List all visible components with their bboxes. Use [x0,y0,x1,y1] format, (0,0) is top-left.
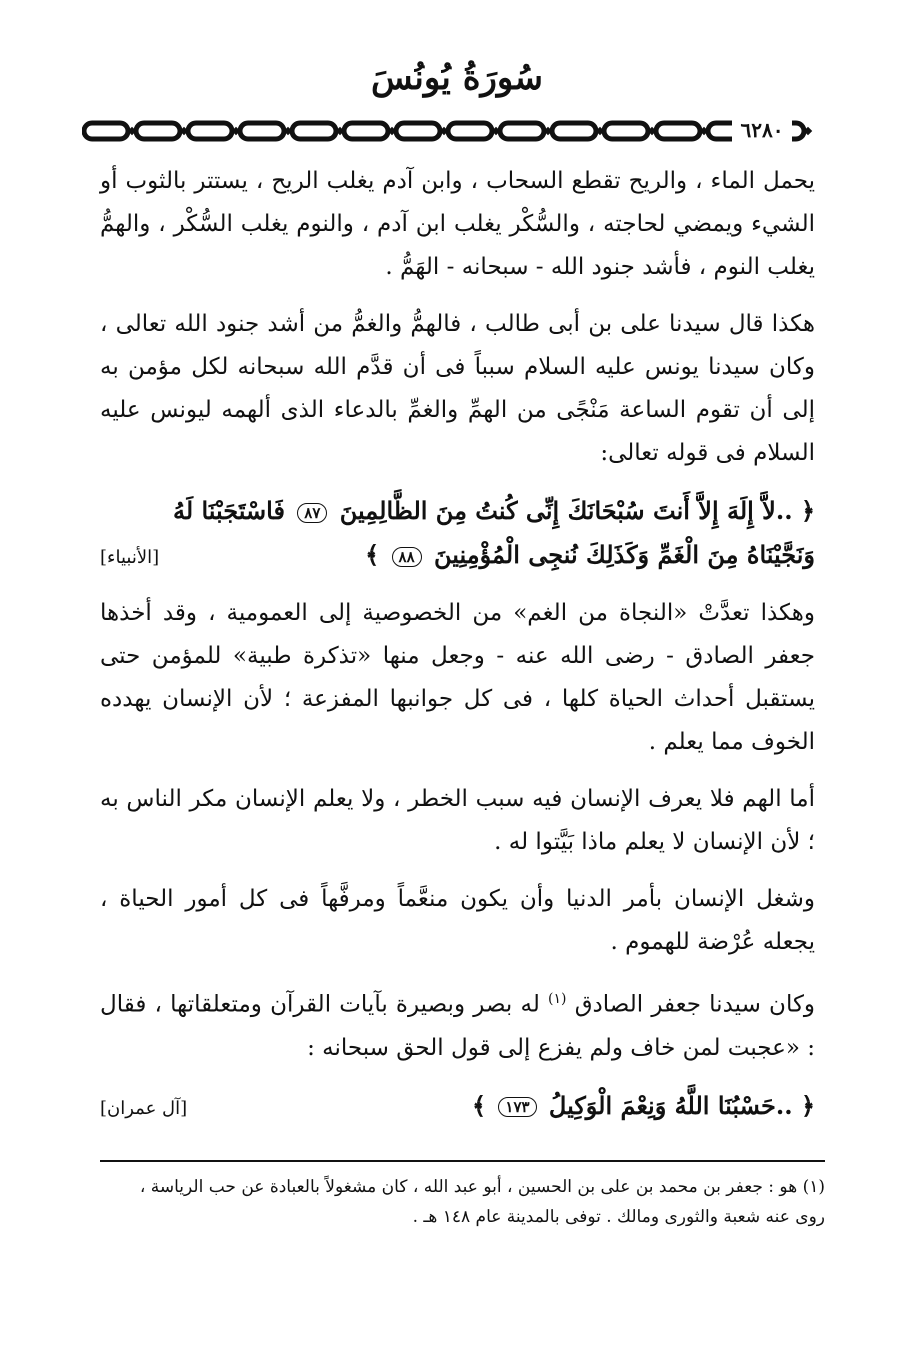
surah-reference-anbiya: [الأنبياء] [100,547,160,568]
surah-title: سُورَةُ يُونُسَ [371,58,543,98]
paragraph-5: وشغل الإنسان بأمر الدنيا وأن يكون منعَّماً ومرفَّهاً فى كل أمور الحياة ، يجعله عُرْضة للهموم . [100,886,815,955]
page-number: ٦٢٨٠ [732,116,792,144]
quran-verse-al-imran [100,1084,815,1131]
verse2-close-bracket: ﴾ [471,1090,487,1120]
page-body [100,160,815,1143]
ornamental-header-rule [82,118,844,144]
verse2-text: ..حَسْبُنَا اللَّهُ وَنِعْمَ الْوَكِيلُ [548,1090,793,1120]
aya-number-173: ١٧٣ [498,1097,536,1117]
verse-line-2 [100,533,815,580]
verse2-open-bracket: ﴿ [800,1090,815,1120]
chain-link [84,123,128,139]
chain-link [292,123,336,139]
chain-link [136,123,180,139]
quran-verse-anbiya [100,489,815,580]
chain-link [552,123,596,139]
footnotes [100,1172,825,1232]
verse-line-2-content [365,533,815,577]
chain-link [396,123,440,139]
chain-link [188,123,232,139]
verse-open-bracket: ﴿ [800,496,815,525]
verse-line-1 [100,489,815,533]
footnote-line-2: روى عنه شعبة والثورى ومالك . توفى بالمدينة عام ١٤٨ هـ . [412,1207,825,1227]
verse-text-2: وَنَجَّيْنَاهُ مِنَ الْغَمِّ وَكَذَلِكَ نُنجِى الْمُؤْمِنِينَ [434,540,815,569]
paragraph-6 [100,978,815,1070]
footnote-divider [100,1160,825,1162]
footnote-marker[interactable]: (١) [548,991,567,1007]
chain-link [500,123,544,139]
footnote-line-1: (١) هو : جعفر بن محمد بن على بن الحسين ، أبو عبد الله ، كان مشغولاً بالعبادة عن حب الرياسة ، [139,1177,825,1197]
chain-link [344,123,388,139]
paragraph-6-start: وكان سيدنا جعفر الصادق [574,991,816,1018]
paragraph-2: هكذا قال سيدنا على بن أبى طالب ، فالهمُّ والغمُّ من أشد جنود الله تعالى ، وكان سيدنا يونس عليه السلام سبباً فى أن قدَّم الله سبحانه لكل مؤمن به إلى أن تقوم الساعة مَنْجًى من الهمِّ والغمِّ بالدعاء الذى ألهمه ليونس عليه السلام فى قوله تعالى: [100,311,815,466]
verse-text-1: ..لاَّ إِلَهَ إِلاَّ أَنتَ سُبْحَانَكَ إِنِّى كُنتُ مِنَ الظَّالِمِينَ [339,496,793,525]
verse-close-bracket: ﴾ [365,540,380,569]
paragraph-1: يحمل الماء ، والريح تقطع السحاب ، وابن آدم يغلب الريح ، يستتر بالثوب أو الشيء ويمضي لحاجته ، والسُّكْر يغلب ابن آدم ، والنوم يغلب السُّكْر ، والهمُّ يغلب النوم ، فأشد جنود الله - سبحانه - الهَمُّ . [100,168,815,280]
surah-reference-al-imran: [آل عمران] [100,1097,188,1119]
aya-number-87: ٨٧ [297,503,327,523]
paragraph-4: أما الهم فلا يعرف الإنسان فيه سبب الخطر ، ولا يعلم الإنسان مكر الناس به ؛ لأن الإنسان لا يعلم ماذا بَيَّتوا له . [100,786,815,855]
verse-text-1-end: فَاسْتَجَبْنَا لَهُ [172,496,285,525]
chain-link [240,123,284,139]
chain-link [656,123,700,139]
chain-link [604,123,648,139]
chain-link [448,123,492,139]
paragraph-3: وهكذا تعدَّتْ «النجاة من الغم» من الخصوصية إلى العمومية ، وقد أخذها جعفر الصادق - رضى الله عنه - وجعل منها «تذكرة طبية» للمؤمن حتى يستقبل أحداث الحياة كلها ، فى كل جوانبها المفزعة ؛ لأن الإنسان يهدده الخوف مما يعلم . [100,600,815,755]
verse2-content [472,1084,815,1128]
paragraph-6-rest: له بصر وبصيرة بآيات القرآن ومتعلقاتها ، فقال : «عجبت لمن خاف ولم يفزع إلى قول الحق سبحانه : [100,991,815,1061]
aya-number-88: ٨٨ [392,547,422,567]
